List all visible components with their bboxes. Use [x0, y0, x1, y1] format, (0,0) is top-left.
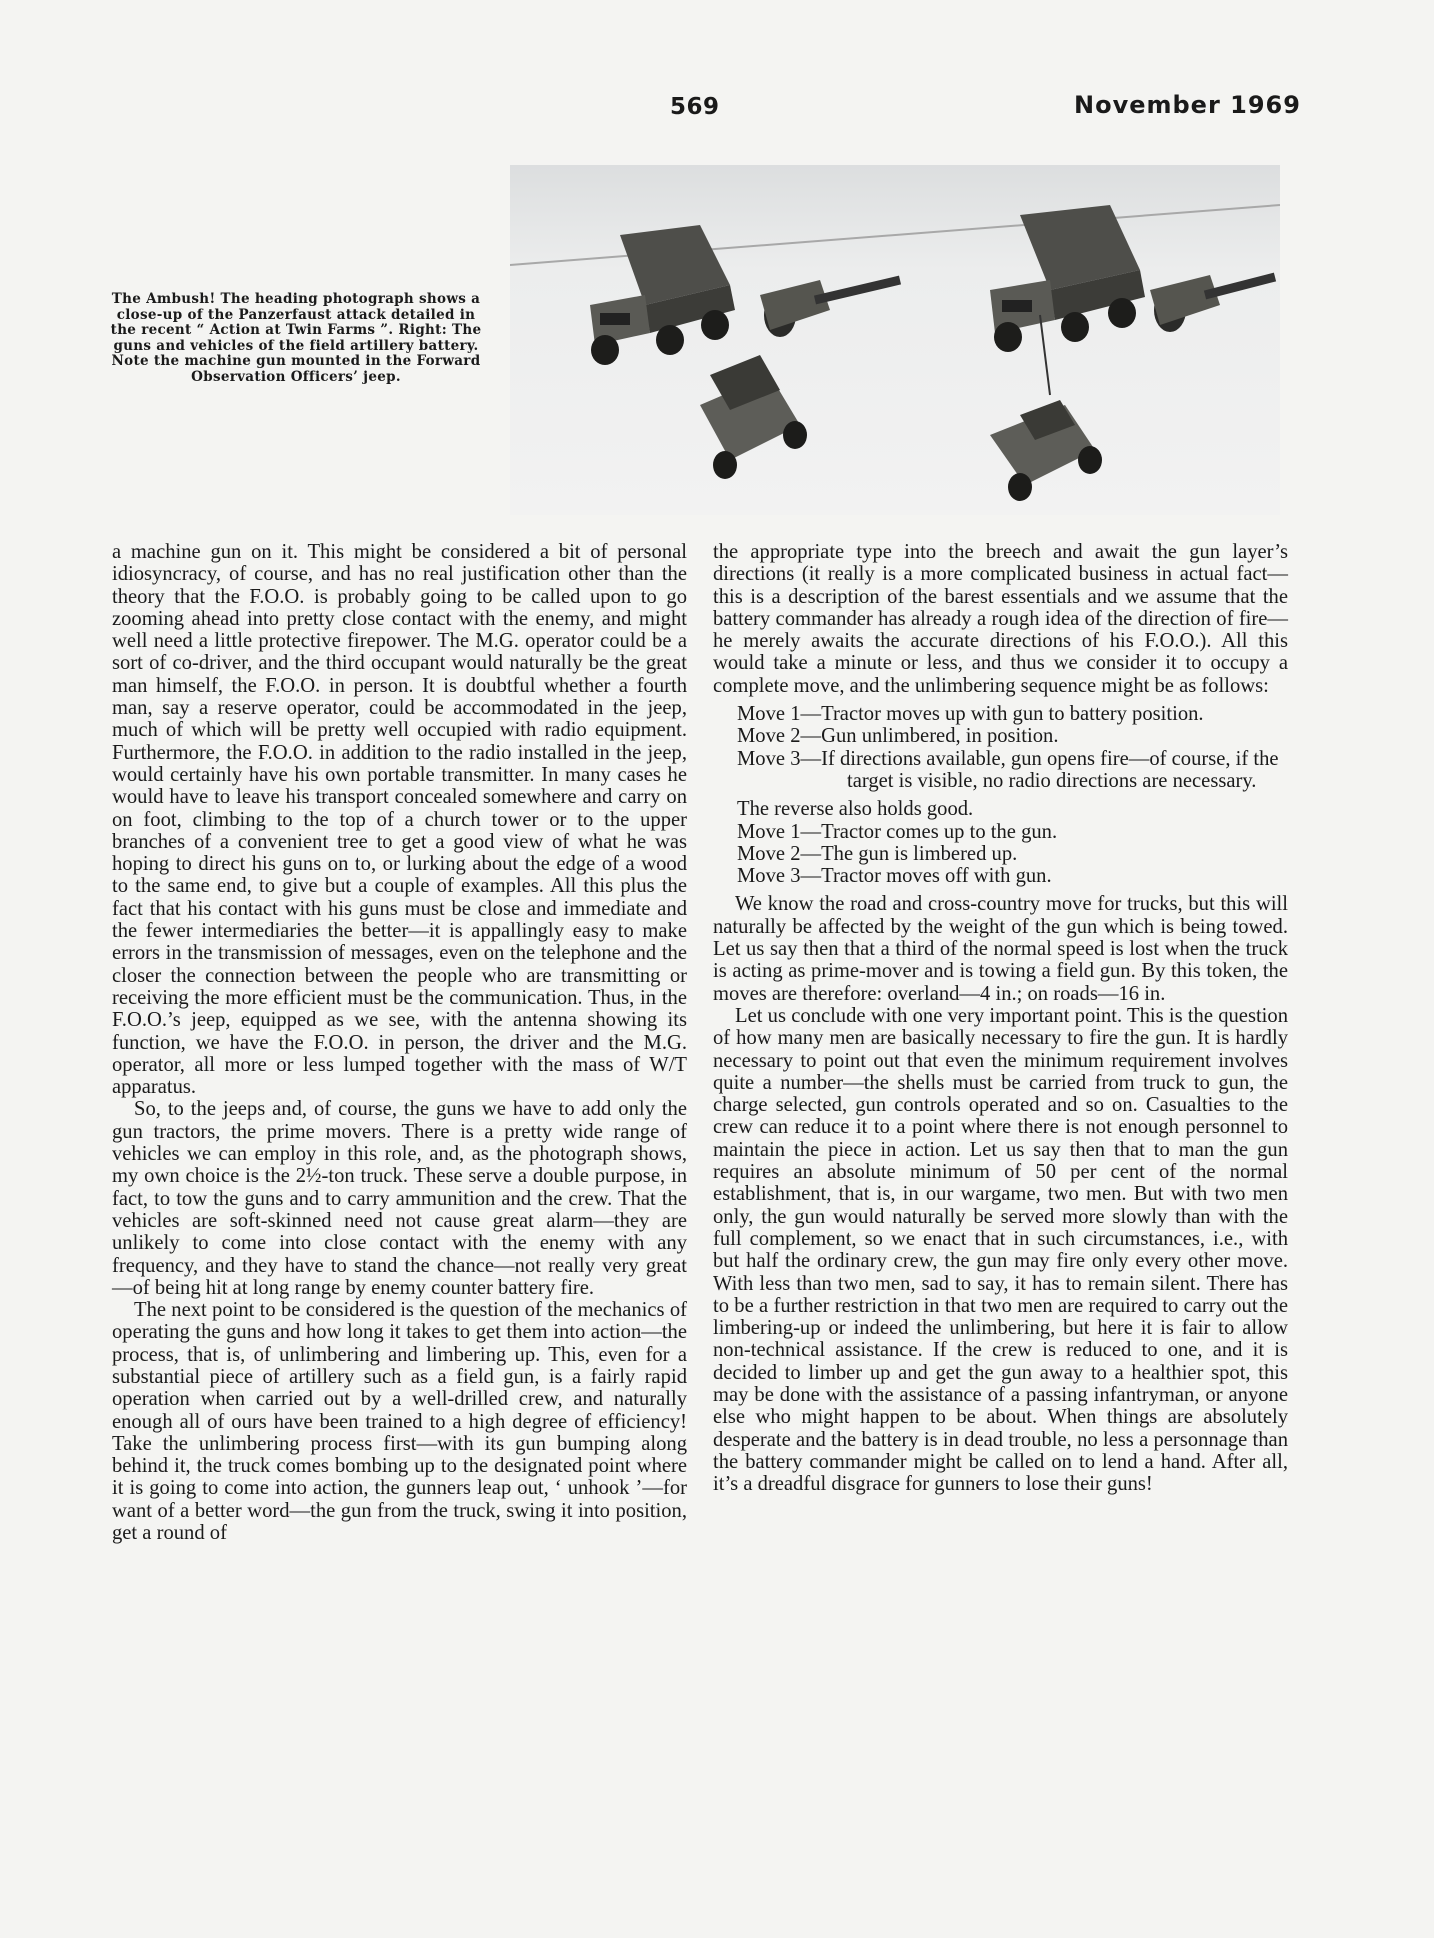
- left-column: [112, 541, 687, 1544]
- issue-date: November 1969: [1074, 91, 1301, 119]
- move-item: Move 1—Tractor comes up to the gun.: [737, 820, 1058, 843]
- right-column: [713, 541, 1288, 1495]
- left-paragraph: So, to the jeeps and, of course, the guns we have to add only the gun tractors, the prime movers. There is a pretty wide range of vehicles we can employ in this role, and, as the photograph shows, my own choice is the 2½-ton truck. These serve a double purpose, in fact, to tow the guns and to carry ammunition and the crew. That the vehicles are soft-skinned need not cause great alarm—they are unlikely to come into close contact with the enemy with any frequency, and they have to stand the chance—not really very great—of being hit at long range by enemy counter battery fire.: [112, 1098, 687, 1299]
- move-item: Move 2—Gun unlimbered, in position.: [737, 725, 1059, 748]
- limber-move-list: [737, 821, 1288, 888]
- move-item: Move 1—Tractor moves up with gun to battery position.: [737, 703, 1204, 726]
- left-paragraph: The next point to be considered is the question of the mechanics of operating the guns and how long it takes to get them into action—the process, that is, of unlimbering and limbering up. This, even for a substantial piece of artillery such as a field gun, is a fairly rapid operation when carried out by a well-drilled crew, and naturally enough all of ours have been trained to a high degree of efficiency! Take the unlimbering process first—with its gun bumping along behind it, the truck comes bombing up to the designated point where it is going to come into action, the gunners leap out, ‘ unhook ’—for want of a better word—the gun from the truck, swing it into position, get a round of: [112, 1299, 687, 1545]
- right-paragraph: We know the road and cross-country move for trucks, but this will naturally be affected by the weight of the gun which is being towed. Let us say then that a third of the normal speed is lost when the truck is acting as prime-mover and is towing a field gun. By this token, the moves are therefore: overland—4 in.; on roads—16 in.: [713, 893, 1288, 1005]
- figure-caption: The Ambush! The heading photograph shows a close-up of the Panzerfaust attack detailed in the recent “ Action at Twin Farms ”. Right: The guns and vehicles of the field artillery battery. Note the machine gun mounted in the Forward Observation Officers’ jeep.: [110, 291, 482, 385]
- reverse-intro: The reverse also holds good.: [737, 798, 974, 821]
- move-item: Move 3—If directions available, gun opens fire—of course, if the target is visible, no radio directions are necessary.: [737, 747, 1279, 792]
- move-item: Move 3—Tractor moves off with gun.: [737, 865, 1052, 888]
- unlimber-move-list: [737, 703, 1288, 792]
- left-paragraph: a machine gun on it. This might be considered a bit of personal idiosyncracy, of course, and has no real justification other than the theory that the F.O.O. is probably going to be called upon to go zooming ahead into pretty close contact with the enemy, and might well need a little protective firepower. The M.G. operator could be a sort of co-driver, and the third occupant would naturally be the great man himself, the F.O.O. in person. It is doubtful whether a fourth man, say a reserve operator, could be accommodated in the jeep, much of which will be pretty well occupied with radio equipment. Furthermore, the F.O.O. in addition to the radio installed in the jeep, would certainly have his own portable transmitter. In many cases he would have to leave his transport concealed somewhere and carry on on foot, climbing to the top of a church tower or to the upper branches of a convenient tree to get a good view of what he was hoping to direct his guns on to, or lurking about the edge of a wood to the same end, to give but a couple of examples. All this plus the fact that his contact with his guns must be close and immediate and the fewer intermediaries the better—it is appallingly easy to make errors in the transmission of messages, even on the telephone and the closer the connection between the people who are transmitting or receiving the more efficient must be the communication. Thus, in the F.O.O.’s jeep, equipped as we see, with the antenna showing its function, we have the F.O.O. in person, the driver and the M.G. operator, all more or less lumped together with the mass of W/T apparatus.: [112, 541, 687, 1099]
- right-paragraph: Let us conclude with one very important point. This is the question of how many men are basically necessary to fire the gun. It is hardly necessary to point out that even the minimum requirement involves quite a number—the shells must be carried from truck to gun, the charge selected, gun controls operated and so on. Casualties to the crew can reduce it to a point where there is not enough personnel to maintain the piece in action. Let us say then that to man the gun requires an absolute minimum of 50 per cent of the normal establishment, that is, in our wargame, two men. But with two men only, the gun would naturally be served more slowly than with the full complement, so we enact that in such circumstances, i.e., with but half the ordinary crew, the gun may fire only every other move. With less than two men, sad to say, it has to remain silent. There has to be a further restriction in that two men are required to carry out the limbering-up or indeed the unlimbering, but here it is fair to allow non-technical assistance. If the crew is reduced to one, and it is decided to limber up and get the gun away to a healthier spot, this may be done with the assistance of a passing infantryman, or anyone else who might happen to be about. When things are absolutely desperate and the battery is in dead trouble, no less a personnage than the battery commander might be called on to lend a hand. After all, it’s a dreadful disgrace for gunners to lose their guns!: [713, 1004, 1288, 1496]
- right-intro-paragraph: the appropriate type into the breech and await the gun layer’s directions (it really is a more complicated business in actual fact—this is a description of the barest essentials and we assume that the battery commander has already a rough idea of the direction of fire—he merely awaits the accurate directions of his F.O.O.). All this would take a minute or less, and thus we consider it to occupy a complete move, and the unlimbering sequence might be as follows:: [713, 541, 1288, 697]
- move-item: Move 2—The gun is limbered up.: [737, 842, 1018, 865]
- artillery-battery-photo: [510, 165, 1280, 515]
- page-number: 569: [670, 94, 720, 120]
